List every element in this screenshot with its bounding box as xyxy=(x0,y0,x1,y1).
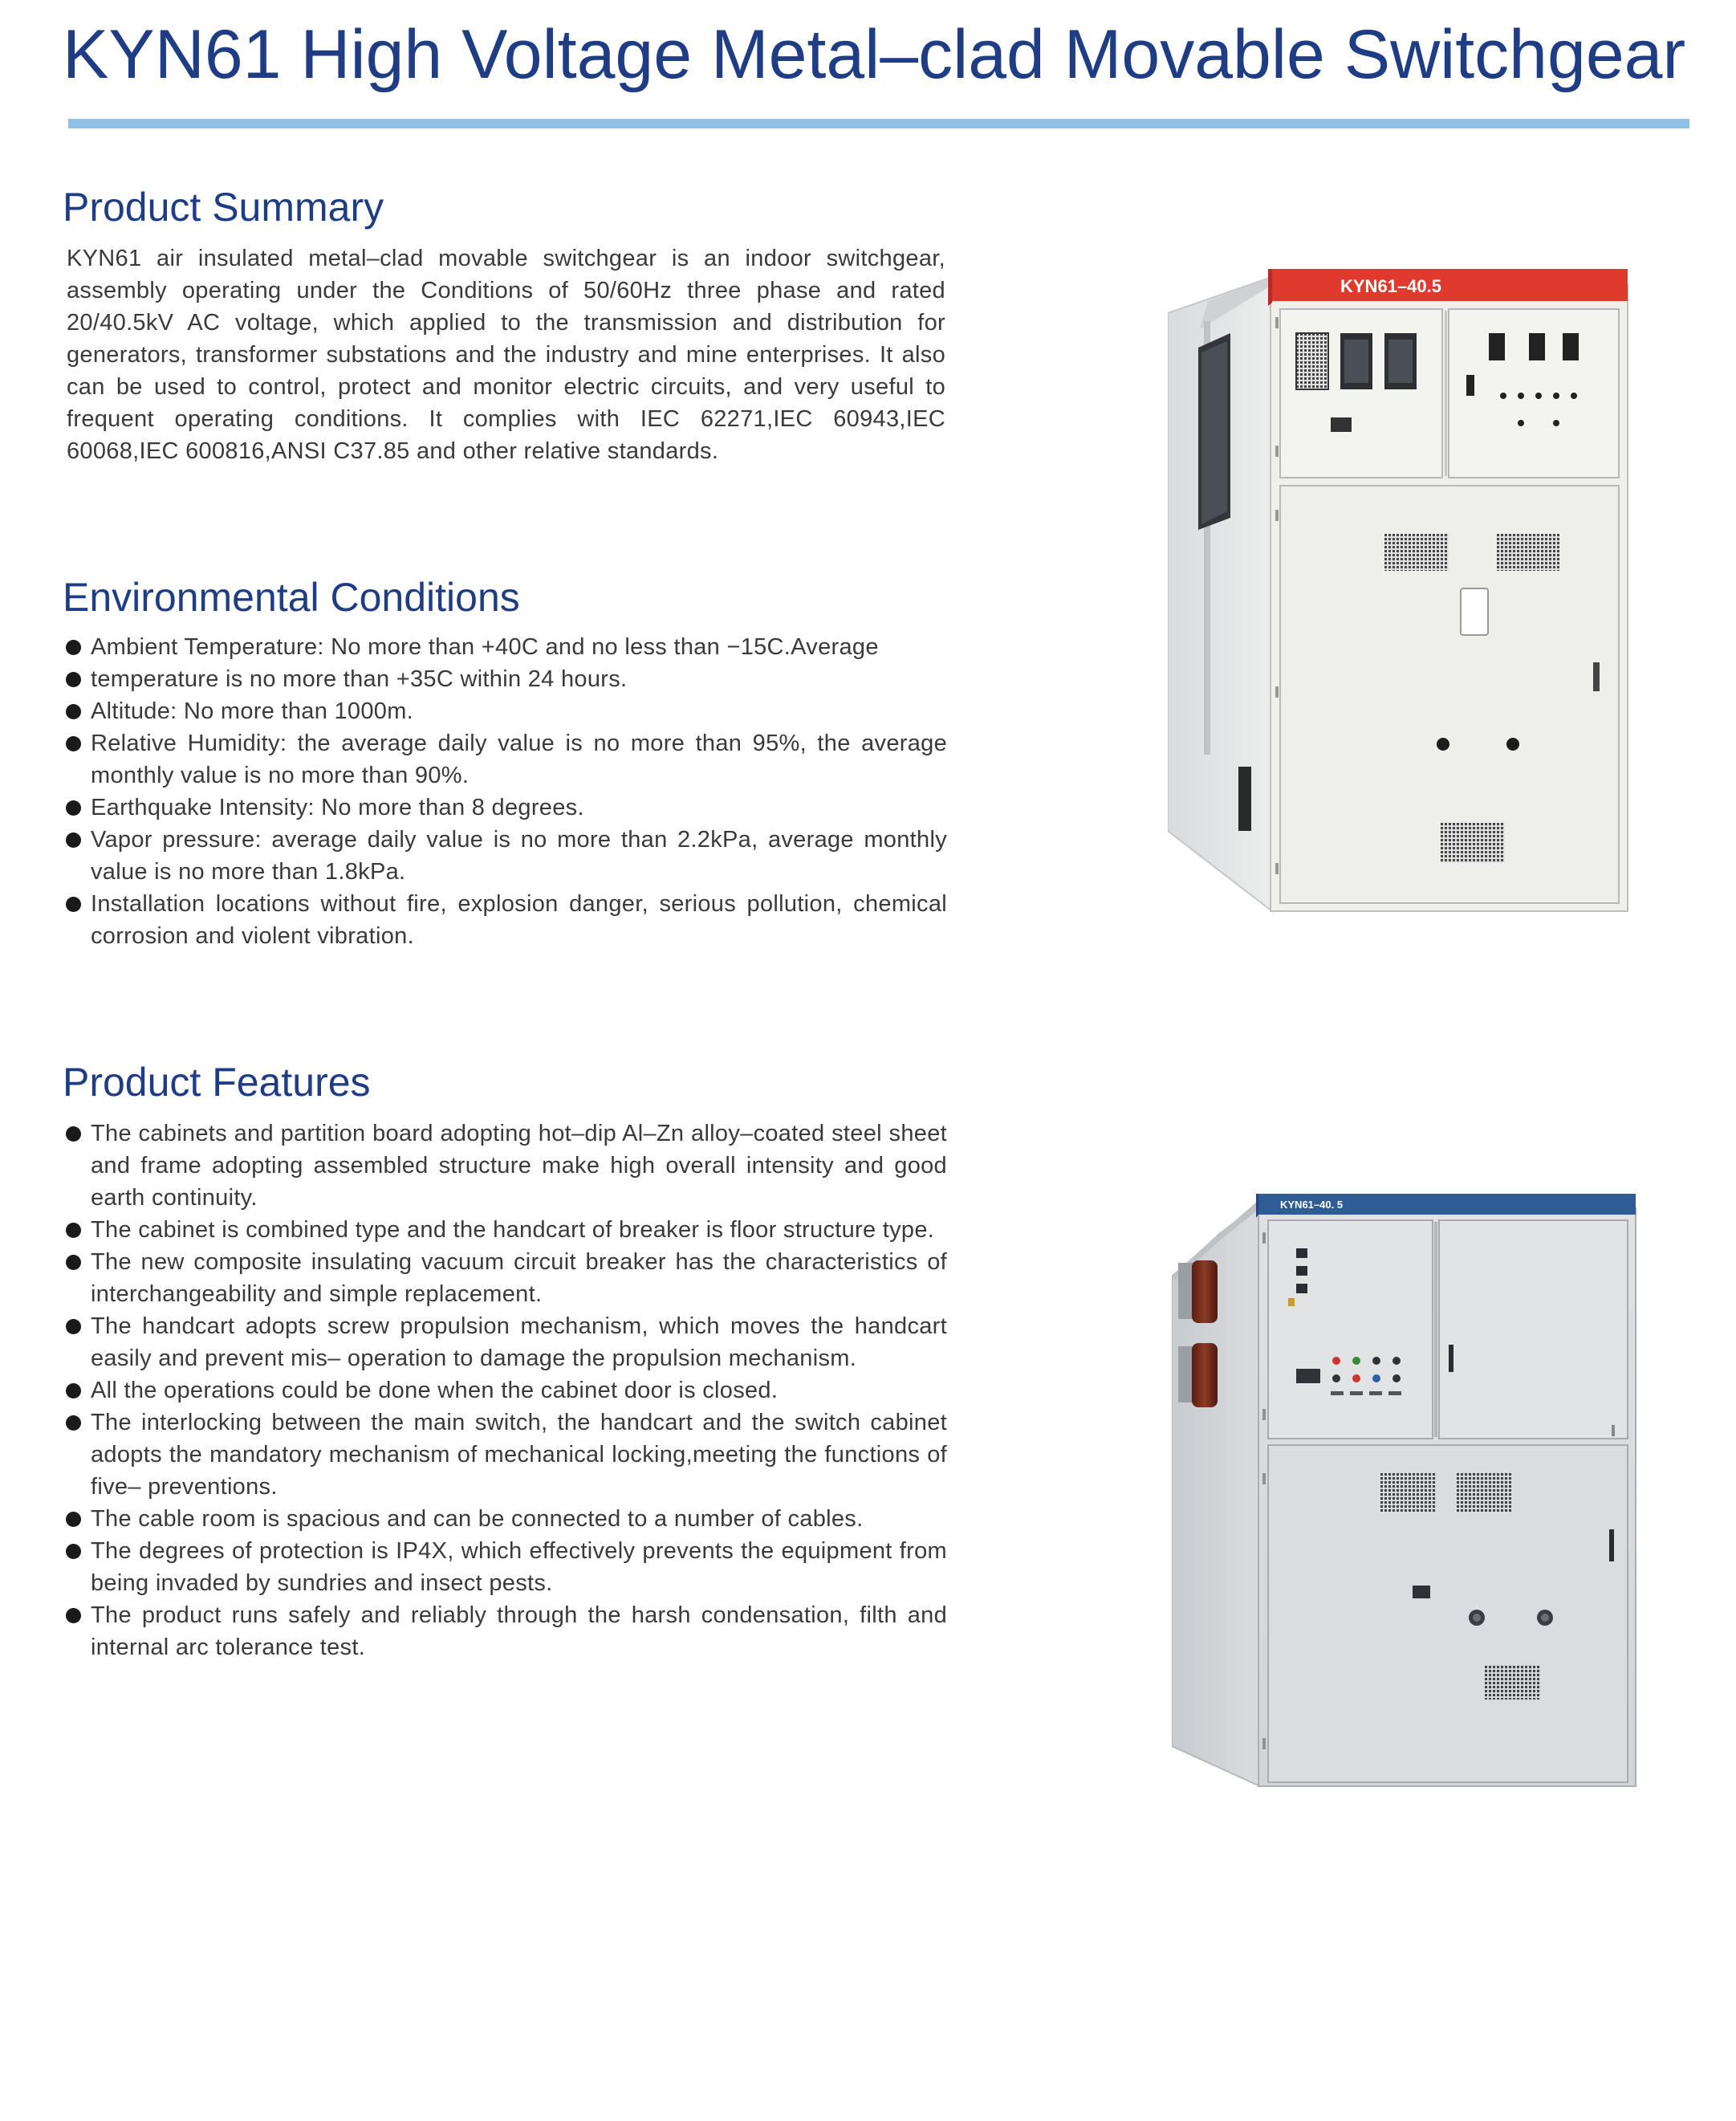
list-item: The cable room is spacious and can be connected to a number of cables. xyxy=(64,1503,947,1535)
photo-top-label: KYN61–40.5 xyxy=(1340,276,1441,296)
bullet-icon xyxy=(66,672,81,687)
features-list xyxy=(64,1117,947,1663)
summary-text: KYN61 air insulated metal–clad movable switchgear is an indoor switchgear, assembly operating under the Conditions of 50/60Hz three phase and rated 20/40.5kV AC voltage, which applied to the transmission and distribution for generators, transformer substations and the industry and mine enterprises. It also can be used to control, protect and monitor electric circuits, and very useful to frequent operating conditions. It complies with IEC 62271,IEC 60943,IEC 60068,IEC 600816,ANSI C37.85 and other relative standards. xyxy=(67,246,945,464)
bullet-icon xyxy=(66,1319,81,1334)
list-item: The degrees of protection is IP4X, which effectively prevents the equipment from being invaded by sundries and insect pests. xyxy=(64,1535,947,1599)
switchgear-photo-bottom xyxy=(1172,1128,1637,1794)
bullet-icon xyxy=(66,1544,81,1559)
bullet-icon xyxy=(66,736,81,751)
list-item: Ambient Temperature: No more than +40C and no less than −15C.Average xyxy=(64,631,947,663)
bullet-icon xyxy=(66,704,81,719)
bullet-icon xyxy=(66,1126,81,1142)
list-item: The cabinets and partition board adopting hot–dip Al–Zn alloy–coated steel sheet and frame adopting assembled structure make high overall intensity and good earth continuity. xyxy=(64,1117,947,1214)
list-item: Relative Humidity: the average daily value is no more than 95%, the average monthly value is no more than 90%. xyxy=(64,727,947,792)
list-item: Installation locations without fire, explosion danger, serious pollution, chemical corrosion and violent vibration. xyxy=(64,888,947,952)
bullet-icon xyxy=(66,1383,81,1398)
photo-bottom-label: KYN61–40. 5 xyxy=(1280,1199,1344,1211)
list-item: Altitude: No more than 1000m. xyxy=(64,695,947,727)
list-item: The handcart adopts screw propulsion mechanism, which moves the handcart easily and prevent mis– operation to damage the propulsion mechanism. xyxy=(64,1310,947,1374)
page-title: KYN61 High Voltage Metal–clad Movable Switchgear xyxy=(63,16,1686,93)
bullet-icon xyxy=(66,833,81,848)
bullet-icon xyxy=(66,1512,81,1527)
title-divider xyxy=(68,119,1689,128)
environment-heading: Environmental Conditions xyxy=(63,575,520,620)
list-item: temperature is no more than +35C within 24 hours. xyxy=(64,663,947,695)
bullet-icon xyxy=(66,897,81,912)
bullet-icon xyxy=(66,640,81,655)
switchgear-photo-top xyxy=(1168,253,1629,919)
list-item: Vapor pressure: average daily value is no more than 2.2kPa, average monthly value is no more than 1.8kPa. xyxy=(64,824,947,888)
bullet-icon xyxy=(66,1255,81,1270)
list-item: The product runs safely and reliably through the harsh condensation, filth and internal arc tolerance test. xyxy=(64,1599,947,1663)
bullet-icon xyxy=(66,800,81,816)
list-item: The cabinet is combined type and the handcart of breaker is floor structure type. xyxy=(64,1214,947,1246)
list-item: The interlocking between the main switch, the handcart and the switch cabinet adopts the mandatory mechanism of mechanical locking,meeting the functions of five– preventions. xyxy=(64,1407,947,1503)
list-item: All the operations could be done when the cabinet door is closed. xyxy=(64,1374,947,1407)
summary-heading: Product Summary xyxy=(63,185,384,230)
environment-list xyxy=(64,631,947,952)
bullet-icon xyxy=(66,1223,81,1238)
list-item: Earthquake Intensity: No more than 8 degrees. xyxy=(64,792,947,824)
list-item: The new composite insulating vacuum circuit breaker has the characteristics of interchangeability and simple replacement. xyxy=(64,1246,947,1310)
bullet-icon xyxy=(66,1608,81,1623)
features-heading: Product Features xyxy=(63,1060,371,1105)
bullet-icon xyxy=(66,1415,81,1431)
